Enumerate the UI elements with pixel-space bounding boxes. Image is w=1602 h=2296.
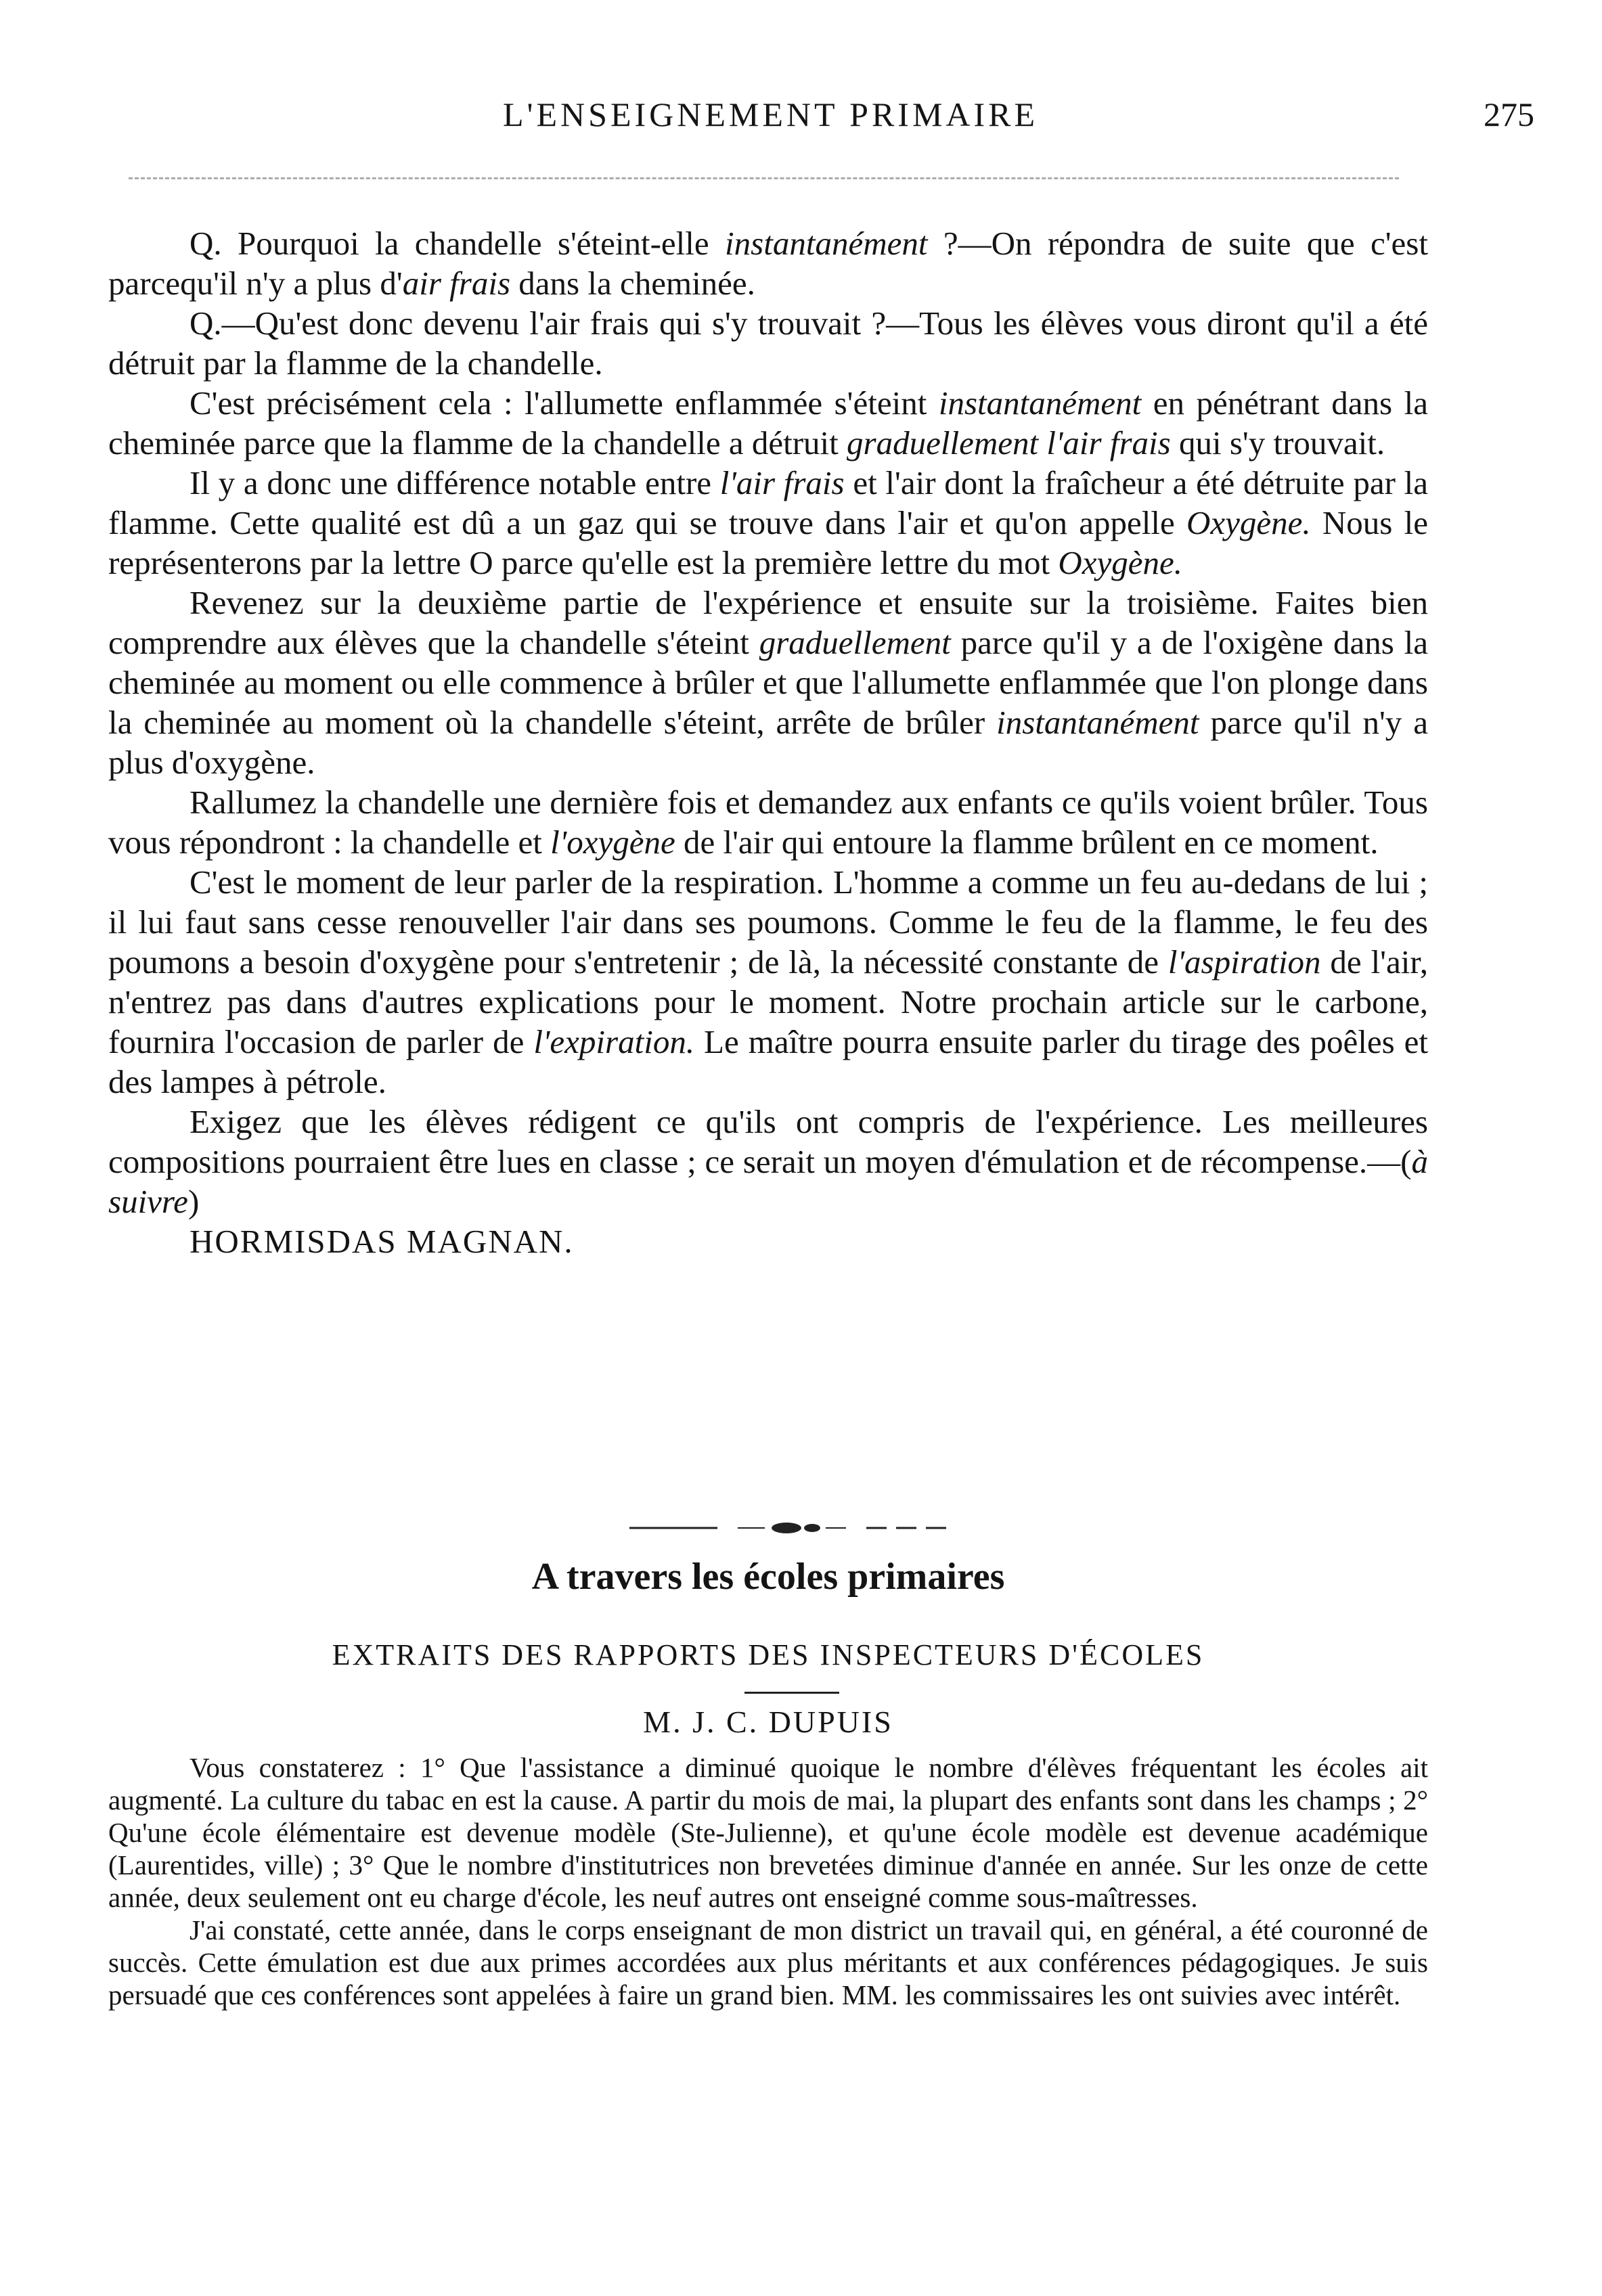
text-run: J'ai constaté, cette année, dans le corps enseignant de mon district un travail qui, en général, a été couronné de succès. Cette émulation est due aux primes accordées aux plus méritants et aux conférences pédagogiques. Je suis persuadé que ces conférences sont appelées à faire un grand bien. MM. les commissaires les ont suivies avec intérêt. xyxy=(108,1914,1428,2010)
text-run: ?—On répondra de suite que c'est parcequ'il n'y a plus d' xyxy=(108,225,1428,302)
text-run: et l'air dont la fraîcheur a été détruite par la flamme. Cette qualité est dû a un gaz qui se trouve dans l'air et qu'on appelle xyxy=(108,464,1428,541)
text-run: Il y a donc une différence notable entre xyxy=(190,464,720,501)
italic-text: Oxygène. xyxy=(1058,544,1182,581)
report-paragraphs xyxy=(108,1751,1428,2011)
text-run: ) xyxy=(187,1183,200,1220)
text-run: parce qu'il y a de l'oxigène dans la cheminée au moment ou elle commence à brûler et que l'allumette enflammée que l'on plonge dans la cheminée au moment où la chandelle s'éteint, arrête de brûler xyxy=(108,624,1428,741)
paragraph xyxy=(108,303,1428,383)
section-subtitle: EXTRAITS DES RAPPORTS DES INSPECTEURS D'ÉCOLES xyxy=(332,1638,1205,1671)
italic-text: graduellement xyxy=(759,624,951,661)
paragraph xyxy=(108,782,1428,862)
italic-text: à suivre xyxy=(108,1143,1428,1220)
italic-text: l'expiration. xyxy=(533,1023,695,1060)
text-run: Le maître pourra ensuite parler du tirage des poêles et des lampes à pétrole. xyxy=(108,1023,1428,1100)
text-run: de l'air, n'entrez pas dans d'autres explications pour le moment. Notre prochain article sur le carbone, fournira l'occasion de parler de xyxy=(108,943,1428,1060)
article-paragraphs xyxy=(108,223,1428,1221)
paragraph xyxy=(108,583,1428,782)
paragraph xyxy=(108,1751,1428,1914)
italic-text: graduellement l'air frais xyxy=(847,424,1171,462)
text-run: Q.—Qu'est donc devenu l'air frais qui s'y trouvait ?—Tous les élèves vous diront qu'il a été détruit par la flamme de la chandelle. xyxy=(108,305,1428,382)
paragraph xyxy=(108,383,1428,463)
italic-text: air frais xyxy=(402,265,511,302)
paragraph xyxy=(108,463,1428,583)
paragraph xyxy=(108,1102,1428,1221)
author-signature: HORMISDAS MAGNAN. xyxy=(190,1223,574,1260)
text-run: qui s'y trouvait. xyxy=(1170,424,1385,462)
text-run: C'est le moment de leur parler de la respiration. L'homme a comme un feu au-dedans de lui ; il lui faut sans cesse renouveller l'air dans ses poumons. Comme le feu de la flamme, le feu des poumons a besoin d'oxygène pour s'entretenir ; de là, la nécessité constante de xyxy=(108,863,1428,981)
text-run: Vous constaterez : 1° Que l'assistance a diminué quoique le nombre d'élèves fréquentant les écoles ait augmenté. La culture du tabac en est la cause. A partir du mois de mai, la plupart des enfants sont dans les champs ; 2° Qu'une école élémentaire est devenue modèle (Ste-Julienne), et qu'une école modèle est devenue académique (Laurentides, ville) ; 3° Que le nombre d'institutrices non brevetées diminue d'année en année. Sur les onze de cette année, deux seulement ont eu charge d'école, les neuf autres ont enseigné comme sous-maîtresses. xyxy=(108,1752,1428,1913)
inspector-name: M. J. C. DUPUIS xyxy=(643,1705,893,1739)
running-title: L'ENSEIGNEMENT PRIMAIRE xyxy=(502,95,1039,133)
italic-text: l'aspiration xyxy=(1167,943,1321,981)
page-number: 275 xyxy=(1484,95,1534,133)
section-ornament xyxy=(629,1520,954,1536)
italic-text: l'air frais xyxy=(719,464,845,501)
italic-text: instantanément xyxy=(938,384,1142,422)
text-run: Q. Pourquoi la chandelle s'éteint-elle xyxy=(190,225,726,262)
report-body xyxy=(108,1751,1428,2011)
text-run: dans la cheminée. xyxy=(510,265,755,302)
header-rule xyxy=(129,177,1399,179)
paragraph xyxy=(108,223,1428,303)
running-head xyxy=(108,95,1534,142)
text-run: de l'air qui entoure la flamme brûlent en ce moment. xyxy=(675,824,1379,861)
italic-text: Oxygène. xyxy=(1186,504,1311,541)
text-run: Exigez que les élèves rédigent ce qu'ils ont compris de l'expérience. Les meilleures compositions pourraient être lues en classe ; ce serait un moyen d'émulation et de récompense.—( xyxy=(108,1103,1428,1180)
italic-text: instantanément xyxy=(996,704,1199,741)
text-run: Revenez sur la deuxième partie de l'expérience et ensuite sur la troisième. Faites bien comprendre aux élèves que la chandelle s'éteint xyxy=(108,584,1428,661)
text-run: parce qu'il n'y a plus d'oxygène. xyxy=(108,704,1428,781)
italic-text: l'oxygène xyxy=(550,824,675,861)
section-title: A travers les écoles primaires xyxy=(531,1556,1005,1598)
paragraph xyxy=(108,1914,1428,2011)
italic-text: instantanément xyxy=(725,225,928,262)
text-run: C'est précisément cela : l'allumette enflammée s'éteint xyxy=(190,384,939,422)
article-body xyxy=(108,223,1428,1261)
text-run: Nous le représenterons par la lettre O parce qu'elle est la première lettre du mot xyxy=(108,504,1428,581)
subtitle-rule xyxy=(744,1692,839,1694)
paragraph xyxy=(108,862,1428,1102)
text-run: en pénétrant dans la cheminée parce que la flamme de la chandelle a détruit xyxy=(108,384,1428,462)
text-run: Rallumez la chandelle une dernière fois et demandez aux enfants ce qu'ils voient brûler. Tous vous répondront : la chandelle et xyxy=(108,784,1428,861)
